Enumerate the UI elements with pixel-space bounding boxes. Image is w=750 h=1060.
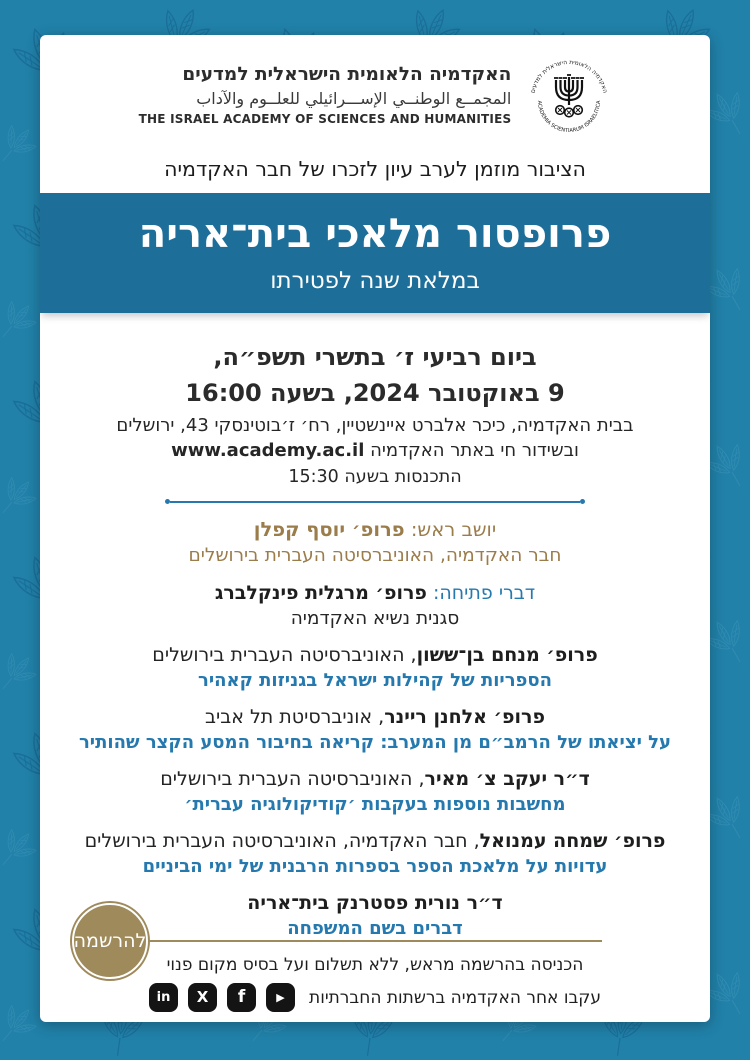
speaker-name-line [40, 705, 710, 730]
academy-emblem-menorah-icon [527, 53, 611, 137]
logo-hebrew-name: האקדמיה הלאומית הישראלית למדעים [182, 63, 512, 85]
social-row [40, 983, 710, 1012]
gathering-time: התכנסות בשעה 15:30 [288, 467, 462, 487]
youtube-icon[interactable] [266, 983, 295, 1012]
speaker-topic: דברים בשם המשפחה [287, 918, 463, 939]
speaker-topic: על יציאתו של הרמב״ם מן המערב: קריאה בחיבור המסע הקצר שהותיר [78, 732, 672, 753]
x-glyph: X [196, 988, 209, 1006]
speaker-entry [40, 767, 710, 817]
emblem-seal-bottom-text: ACADEMIA SCIENTIARUM ISRAELITICA [536, 100, 603, 135]
event-date-gregorian: 9 באוקטובר 2024, בשעה 16:00 [185, 379, 565, 407]
speaker-affiliation: , האוניברסיטה העברית בירושלים [152, 644, 417, 666]
broadcast-text: ובשידור חי באתר האקדמיה [364, 440, 579, 461]
linkedin-icon[interactable] [149, 983, 178, 1012]
section-divider [165, 499, 585, 504]
opening-speaker-name: פרופ׳ מרגלית פינקלברג [214, 582, 427, 604]
speaker-name: פרופ׳ שמחה עמנואל [479, 830, 666, 852]
opening-remarks-entry [40, 581, 710, 631]
academy-logo [40, 53, 710, 137]
broadcast-link[interactable]: www.academy.ac.il [171, 440, 365, 461]
registration-badge-button[interactable]: להרשמה [72, 903, 148, 979]
opening-name-line [40, 581, 710, 606]
invitation-text: הציבור מוזמן לערב עיון לזכרו של חבר האקדמיה [164, 157, 586, 181]
speaker-affiliation: , האוניברסיטה העברית בירושלים [160, 768, 425, 790]
registration-note: הכניסה בהרשמה מראש, ללא תשלום ועל בסיס מקום פנוי [166, 955, 584, 975]
speaker-topic: מחשבות נוספות בעקבות ׳קודיקולוגיה עברית׳ [184, 794, 566, 815]
speaker-affiliation: , חבר האקדמיה, האוניברסיטה העברית בירושלים [84, 830, 480, 852]
speaker-entry [40, 705, 710, 755]
footer [40, 895, 710, 1022]
logo-arabic-name: المجمــع الوطنــي الإســـرائيلي للعلــوم والآداب [196, 88, 512, 108]
speaker-name-line [40, 767, 710, 792]
event-venue: בבית האקדמיה, כיכר אלברט איינשטיין, רח׳ ז׳בוטינסקי 43, ירושלים [116, 415, 634, 436]
linkedin-glyph: in [156, 990, 171, 1005]
chair-label: יושב ראש: [404, 518, 497, 541]
divider-dot-right [580, 499, 585, 504]
divider-rule [170, 501, 580, 503]
chair-line [40, 516, 710, 543]
speaker-entry [40, 829, 710, 879]
speaker-name: ד״ר יעקב צ׳ מאיר [424, 768, 590, 790]
speaker-topic: עדויות על מלאכת הספר בספרות הרבנית של ימי הביניים [142, 856, 608, 877]
opening-affiliation: סגנית נשיא האקדמיה [290, 608, 460, 629]
invitation-card [40, 35, 710, 1022]
honoree-name-title: פרופסור מלאכי בית־אריה [138, 211, 612, 257]
facebook-glyph: f [237, 987, 246, 1007]
speaker-entry [40, 643, 710, 693]
academy-logo-text [139, 63, 512, 128]
memorial-subtitle: במלאת שנה לפטירתו [270, 268, 480, 294]
chair-name: פרופ׳ יוסף קפלן [253, 518, 405, 541]
x-icon[interactable] [188, 983, 217, 1012]
speaker-name: פרופ׳ מנחם בן־ששון [416, 644, 598, 666]
speaker-name: ד״ר נורית פסטרנק בית־אריה [247, 892, 503, 914]
youtube-glyph: ▶ [276, 991, 285, 1004]
emblem-seal-top-text: האקדמיה הלאומית הישראלית למדעים [529, 58, 609, 94]
speaker-name-line [40, 829, 710, 854]
chair-affiliation: חבר האקדמיה, האוניברסיטה העברית בירושלים [188, 545, 562, 566]
event-date-hebrew: ביום רביעי ז׳ בתשרי תשפ״ה, [213, 343, 537, 371]
speaker-topic: הספריות של קהילות ישראל בגניזות קאהיר [197, 670, 552, 691]
facebook-icon[interactable] [227, 983, 256, 1012]
speaker-name: פרופ׳ אלחנן ריינר [384, 706, 545, 728]
speaker-name-line [40, 643, 710, 668]
speaker-affiliation: , אוניברסיטת תל אביב [204, 706, 385, 728]
logo-english-name: THE ISRAEL ACADEMY OF SCIENCES AND HUMANITIES [138, 111, 512, 126]
title-banner [40, 193, 710, 313]
registration-rule [76, 940, 602, 942]
event-broadcast [40, 438, 710, 463]
social-follow-label: עקבו אחר האקדמיה ברשתות החברתיות [309, 987, 601, 1008]
opening-label: דברי פתיחה: [426, 582, 536, 604]
